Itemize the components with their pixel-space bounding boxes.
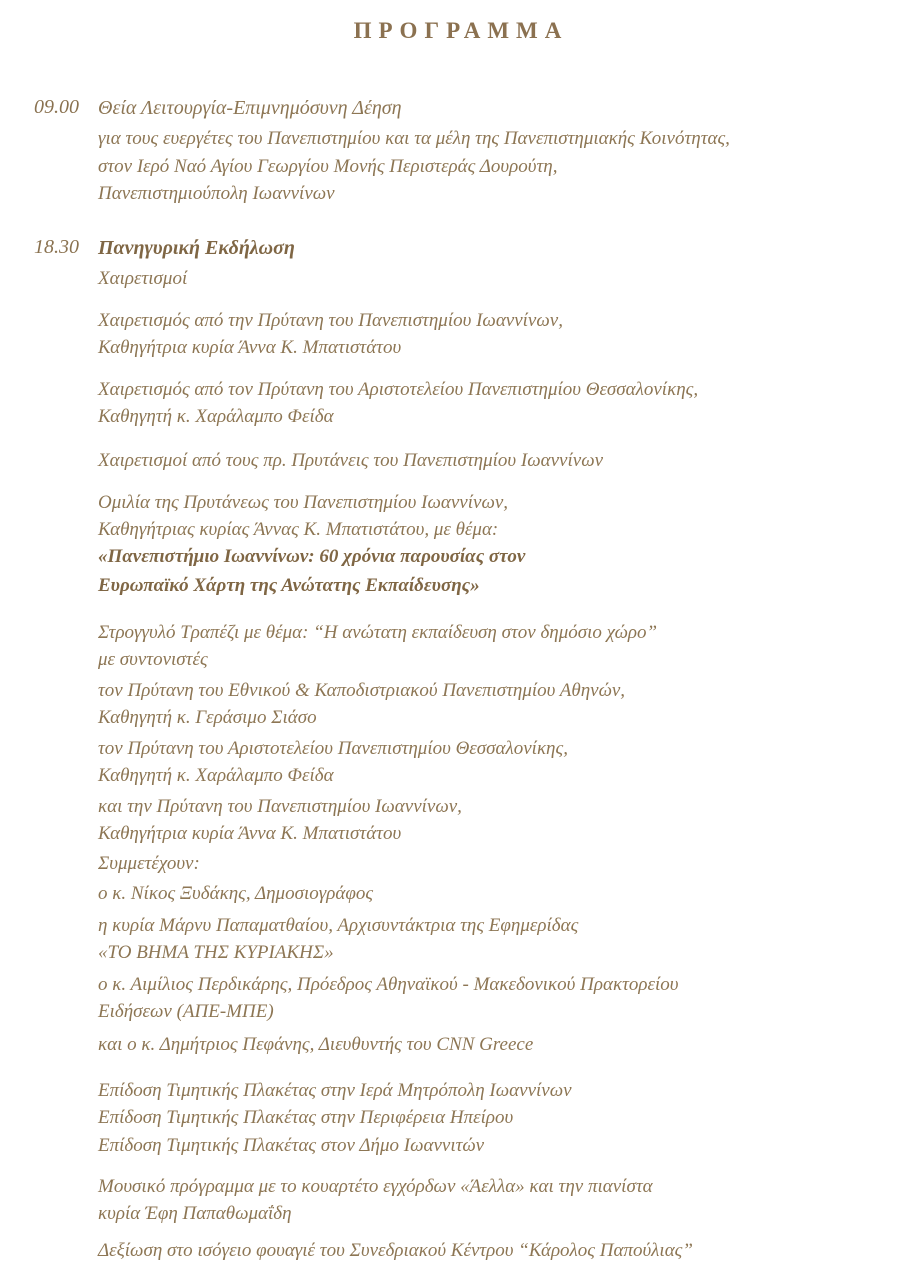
morning-line: Θεία Λειτουργία-Επιμνημόσυνη Δέηση <box>98 97 402 119</box>
morning-line: Πανεπιστημιούπολη Ιωαννίνων <box>98 183 335 204</box>
auth-greeting-line: Χαιρετισμός από τον Πρύτανη του Αριστοτελείου Πανεπιστημίου Θεσσαλονίκης, <box>98 379 699 400</box>
rector-greeting-line: Χαιρετισμός από την Πρύτανη του Πανεπιστημίου Ιωαννίνων, <box>98 310 563 331</box>
round-table-line: Ειδήσεων (ΑΠΕ-ΜΠΕ) <box>98 1001 274 1022</box>
morning-line: στον Ιερό Ναό Αγίου Γεωργίου Μονής Περιστεράς Δουρούτη, <box>98 156 558 177</box>
plaque-line: Επίδοση Τιμητικής Πλακέτας στον Δήμο Ιωαννιτών <box>98 1135 485 1156</box>
page-title: ΠΡΟΓΡΑΜΜΑ <box>353 18 569 43</box>
music-line: Μουσικό πρόγραμμα με το κουαρτέτο εγχόρδων «Άελλα» και την πιανίστα <box>98 1176 653 1197</box>
greetings-label: Χαιρετισμοί <box>98 268 188 289</box>
plaque-line: Επίδοση Τιμητικής Πλακέτας στην Περιφέρεια Ηπείρου <box>98 1107 514 1128</box>
round-table-line: ο κ. Νίκος Ξυδάκης, Δημοσιογράφος <box>98 883 374 904</box>
round-table-line: Καθηγητή κ. Χαράλαμπο Φείδα <box>98 765 334 786</box>
speech-title-line: «Πανεπιστήμιο Ιωαννίνων: 60 χρόνια παρουσίας στον <box>98 546 526 567</box>
evening-heading: Πανηγυρική Εκδήλωση <box>98 237 295 259</box>
speech-line: Καθηγήτριας κυρίας Άννας Κ. Μπατιστάτου, με θέμα: <box>98 519 499 540</box>
reception-line: Δεξίωση στο ισόγειο φουαγιέ του Συνεδριακού Κέντρου “Κάρολος Παπούλιας” <box>98 1240 693 1261</box>
round-table-line: ο κ. Αιμίλιος Περδικάρης, Πρόεδρος Αθηναϊκού - Μακεδονικού Πρακτορείου <box>98 974 679 995</box>
round-table-line: η κυρία Μάρνυ Παπαματθαίου, Αρχισυντάκτρια της Εφημερίδας <box>98 915 579 936</box>
round-table-line: «ΤΟ ΒΗΜΑ ΤΗΣ ΚΥΡΙΑΚΗΣ» <box>98 942 334 963</box>
round-table-line: και την Πρύτανη του Πανεπιστημίου Ιωαννίνων, <box>98 796 462 817</box>
rector-greeting-line: Καθηγήτρια κυρία Άννα Κ. Μπατιστάτου <box>98 337 402 358</box>
auth-greeting-line: Καθηγητή κ. Χαράλαμπο Φείδα <box>98 406 334 427</box>
speech-title-line: Ευρωπαϊκό Χάρτη της Ανώτατης Εκπαίδευσης» <box>98 575 480 596</box>
morning-line: για τους ευεργέτες του Πανεπιστημίου και τα μέλη της Πανεπιστημιακής Κοινότητας, <box>98 128 730 149</box>
round-table-line: τον Πρύτανη του Αριστοτελείου Πανεπιστημίου Θεσσαλονίκης, <box>98 738 568 759</box>
music-line: κυρία Έφη Παπαθωμαΐδη <box>98 1203 292 1224</box>
round-table-line: Καθηγήτρια κυρία Άννα Κ. Μπατιστάτου <box>98 823 402 844</box>
round-table-line: τον Πρύτανη του Εθνικού & Καποδιστριακού Πανεπιστημίου Αθηνών, <box>98 680 626 701</box>
morning-time: 09.00 <box>34 96 79 118</box>
round-table-line: Συμμετέχουν: <box>98 853 200 874</box>
round-table-line: και ο κ. Δημήτριος Πεφάνης, Διευθυντής του CNN Greece <box>98 1034 534 1055</box>
round-table-line: Καθηγητή κ. Γεράσιμο Σιάσο <box>98 707 317 728</box>
round-table-line: Στρογγυλό Τραπέζι με θέμα: “Η ανώτατη εκπαίδευση στον δημόσιο χώρο” <box>98 622 658 643</box>
plaque-line: Επίδοση Τιμητικής Πλακέτας στην Ιερά Μητρόπολη Ιωαννίνων <box>98 1080 572 1101</box>
speech-line: Ομιλία της Πρυτάνεως του Πανεπιστημίου Ιωαννίνων, <box>98 492 509 513</box>
former-rectors-greeting: Χαιρετισμοί από τους πρ. Πρυτάνεις του Πανεπιστημίου Ιωαννίνων <box>98 450 604 471</box>
evening-time: 18.30 <box>34 236 79 258</box>
round-table-line: με συντονιστές <box>98 649 208 670</box>
